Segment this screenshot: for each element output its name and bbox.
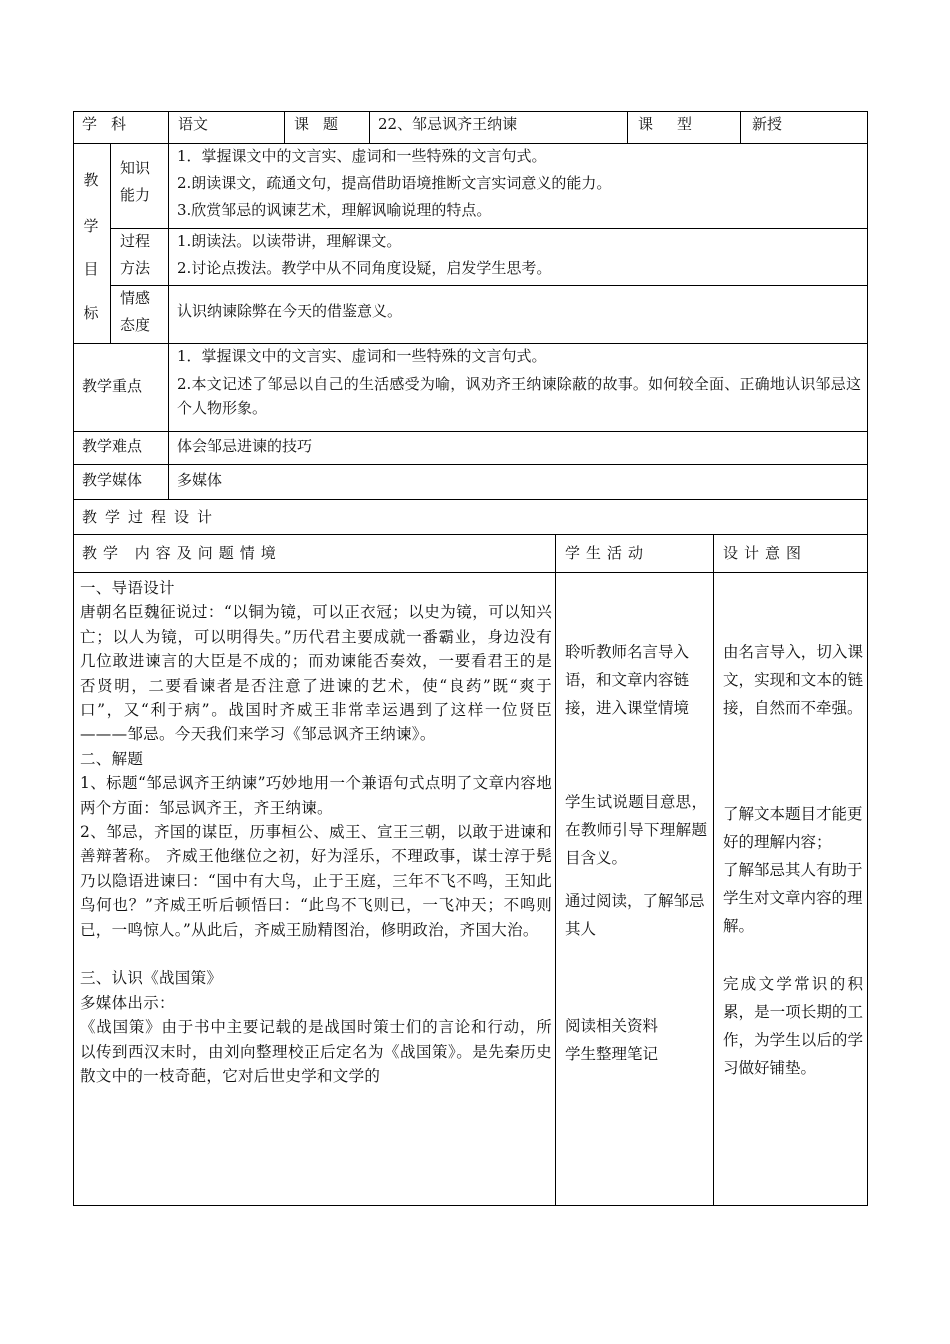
type-value: 新授: [752, 115, 783, 133]
rule: [555, 534, 556, 1205]
keypoints-item-2: 2.本文记述了邹忌以自己的生活感受为喻，讽劝齐王纳谏除蔽的故事。如何较全面、正确地认识邹忌这个人物形象。: [177, 375, 861, 417]
paragraph: 《战国策》由于书中主要记载的是战国时策士们的言论和行动，所以传到西汉末时，由刘向整理校正后定名为《战国策》。是先秦历史散文中的一枝奇葩，它对后世史学和文学的: [80, 1018, 552, 1086]
rule: [627, 111, 628, 143]
objectives-label-2: 学: [83, 217, 99, 235]
rule: [73, 499, 868, 500]
rule: [110, 285, 868, 286]
intent-item: 完成文学常识的积累，是一项长期的工作，为学生以后的学习做好铺垫。: [723, 975, 863, 1077]
rule: [73, 143, 868, 144]
activity-block-1: [565, 638, 707, 722]
paragraph: 多媒体出示：: [80, 993, 175, 1012]
topic-value: 22、邹忌讽齐王纳谏: [378, 115, 518, 133]
intent-item: 由名言导入，切入课文，实现和文本的链接，自然而不牵强。: [723, 643, 863, 717]
rule: [110, 143, 111, 343]
knowledge-item-1: 1．掌握课文中的文言实、虚词和一些特殊的文言句式。: [177, 147, 547, 165]
process-design-title: 教学过程设计: [82, 508, 221, 526]
emotion-item: 认识纳谏除弊在今天的借鉴意义。: [177, 302, 403, 320]
emotion-label-1: 情感: [120, 289, 151, 307]
objectives-label-4: 标: [83, 304, 99, 322]
rule: [73, 464, 868, 465]
activity-item: 学生整理笔记: [565, 1045, 659, 1063]
paragraph: 2、邹忌，齐国的谋臣，历事桓公、威王、宣王三朝，以敢于进谏和善辩著称。 齐威王他继位之初，好为淫乐，不理政事，谋士淳于髡乃以隐语进谏曰：“国中有大鸟，止于王庭，三年不飞不鸣，王知此鸟何也？”齐威王听后顿悟曰：“此鸟不飞则已，一飞冲天；不鸣则已，一鸣惊人。”从此后，齐威王励精图治，修明政治，齐国大治。: [80, 823, 552, 939]
intent-block-2: [723, 800, 863, 940]
activity-block-4: [565, 1012, 707, 1068]
activity-item: 学生试说题目意思，在教师引导下理解题目含义。: [565, 793, 707, 867]
rule: [73, 431, 868, 432]
topic-label: 课题: [294, 115, 353, 133]
knowledge-item-2: 2.朗读课文，疏通文句，提高借助语境推断文言实词意义的能力。: [177, 174, 612, 192]
activity-item: 阅读相关资料: [565, 1017, 659, 1035]
emotion-label-2: 态度: [120, 316, 151, 334]
objectives-label-1: 教: [83, 171, 99, 189]
difficulty-value: 体会邹忌进谏的技巧: [177, 437, 313, 455]
paragraph: 唐朝名臣魏征说过：“以铜为镜，可以正衣冠；以史为镜，可以知兴亡；以人为镜，可以明得失。”历代君主要成就一番霸业，身边没有几位敢进谏言的大臣是不成的；而劝谏能否奏效，一要看君王的是否贤明，二要看谏者是否注意了进谏的艺术，使“良药”既“爽于口”，又“利于病”。战国时齐威王非常幸运遇到了这样一位贤臣———邹忌。今天我们来学习《邹忌讽齐王纳谏》。: [80, 603, 552, 744]
activity-item: 通过阅读，了解邹忌其人: [565, 892, 705, 938]
rule: [73, 572, 868, 573]
activity-block-2: [565, 788, 707, 872]
media-value: 多媒体: [177, 471, 223, 489]
difficulty-label: 教学难点: [82, 437, 143, 455]
knowledge-label-1: 知识: [120, 159, 151, 177]
intent-item: 了解文本题目才能更好的理解内容；: [723, 805, 863, 851]
subject-value: 语文: [178, 115, 209, 133]
rule: [73, 111, 74, 1205]
rule: [168, 143, 169, 343]
intent-block-3: [723, 970, 863, 1082]
rule: [73, 343, 868, 344]
column-header-content: 教学 内容及问题情境: [82, 544, 282, 562]
rule: [73, 1205, 868, 1206]
content-column: [80, 576, 552, 1089]
section-heading: 二、解题: [80, 749, 144, 768]
paragraph: 1、标题“邹忌讽齐王纳谏”巧妙地用一个兼语句式点明了文章内容地两个方面：邹忌讽齐王，齐王纳谏。: [80, 774, 552, 817]
process-item-1: 1.朗读法。以读带讲，理解课文。: [177, 232, 402, 250]
rule: [284, 111, 285, 143]
rule: [740, 111, 741, 143]
section-heading: 一、导语设计: [80, 579, 175, 597]
rule: [73, 111, 868, 112]
column-header-intent: 设计意图: [723, 544, 808, 562]
rule: [867, 111, 868, 1205]
process-item-2: 2.讨论点拨法。教学中从不同角度设疑，启发学生思考。: [177, 259, 552, 277]
rule: [168, 343, 169, 499]
knowledge-item-3: 3.欣赏邹忌的讽谏艺术，理解讽喻说理的特点。: [177, 201, 492, 219]
rule: [110, 228, 868, 229]
knowledge-label-2: 能力: [120, 186, 151, 204]
rule: [73, 534, 868, 535]
media-label: 教学媒体: [82, 471, 143, 489]
intent-block-1: [723, 638, 863, 722]
section-heading: 三、认识《战国策》: [80, 969, 223, 988]
subject-label: 学科: [82, 115, 141, 133]
intent-item: 了解邹忌其人有助于学生对文章内容的理解。: [723, 861, 863, 935]
activity-block-3: [565, 887, 707, 943]
objectives-label-3: 目: [83, 260, 99, 278]
rule: [713, 534, 714, 1205]
keypoints-label: 教学重点: [82, 377, 143, 395]
process-label-1: 过程: [120, 232, 151, 250]
rule: [369, 111, 370, 143]
column-header-activity: 学生活动: [565, 544, 650, 562]
rule: [168, 111, 169, 143]
keypoints-item-1: 1．掌握课文中的文言实、虚词和一些特殊的文言句式。: [177, 347, 547, 365]
process-label-2: 方法: [120, 259, 151, 277]
activity-item: 聆听教师名言导入语，和文章内容链接，进入课堂情境: [565, 643, 690, 717]
type-label: 课型: [638, 115, 717, 133]
